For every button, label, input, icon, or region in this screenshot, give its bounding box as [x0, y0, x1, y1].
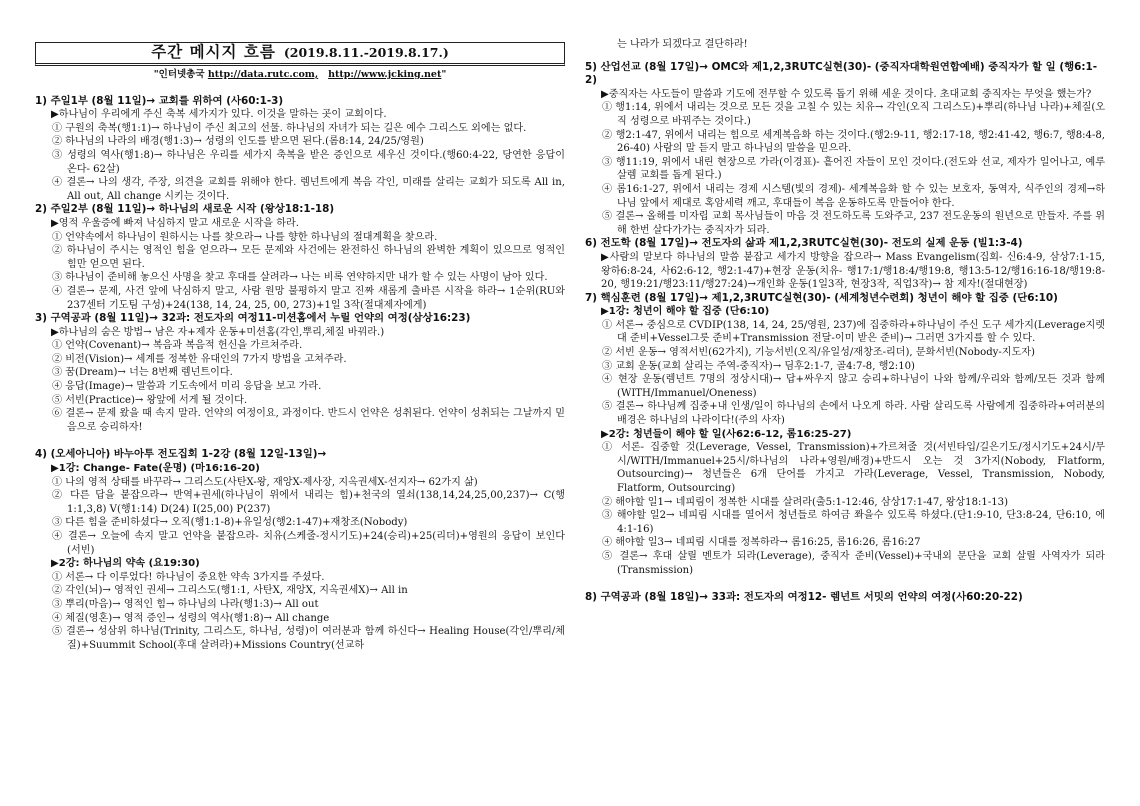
section-4-item: ④ 결론→ 오늘에 속지 말고 언약을 붙잡으라- 치유(스케줄-정시기도)+24(승리)+25(리더)+영원의 응답이 보인다(서빈)	[52, 531, 565, 556]
section-1-item: ③ 성령의 역사(행1:8)→ 하나님은 우리를 세가지 축복을 받은 증인으로 세우신 것이다.(행60:4-22, 당연한 응답이 온다- 62살)	[52, 149, 565, 175]
site-label: "인터넷총국	[153, 69, 205, 80]
section-4-item: ③ 다른 힘을 준비하셨다→ 오직(행1:1-8)+유일성(행2:1-47)+재창조(Nobody)	[52, 517, 408, 529]
section-3-item: ③ 꿈(Dream)→ 너는 8번째 렘넌트이다.	[52, 367, 233, 379]
title-date: (2019.8.11.-2019.8.17.)	[283, 45, 449, 61]
section-5-item: ③ 행11:19, 위에서 내린 현장으로 가라(이경표)- 흩어진 자들이 모인 것이다.(전도와 선교, 제자가 일어나고, 예루살렘 교회를 돕게 된다.)	[602, 156, 1105, 182]
section-2-heading: 2) 주일2부 (8월 11일)→ 하나님의 새로운 시작 (왕상18:1-18)	[35, 203, 335, 216]
section-7-item: ③ 해야할 일2→ 네피림 시대를 열어서 청년들로 하여금 쫘을수 있도록 하셨다.(단1:9-10, 단3:8-24, 단6:10, 에4:1-16)	[602, 510, 1105, 535]
section-6-text: ▶사람의 말보다 하나님의 말씀 붙잡고 세가지 방향을 잡으라→ Mass Evangelism(집회- 신6:4-9, 삼상7:1-15, 왕하6:8-24, 사62:6-12, 행2:1-47)+현장 운동(치유- 행17:1/행18:4/행19:8, 행13:5-12/행16:16-18/행19:8-20, 행19:21/행23:11/행27:24)→개인화 운동(1일3작, 현장3작, 직업3작)→ 참 제자!(절대현장)	[601, 251, 1105, 291]
site-link-jcking[interactable]: http://www.jcking.net	[328, 69, 442, 80]
section-1-intro: ▶하나님이 우리에게 주신 축복 세가지가 있다. 이것을 말하는 곳이 교회이다.	[51, 109, 387, 121]
section-8-heading: 8) 구역공과 (8월 18일)→ 33과: 전도자의 여정12- 렘넌트 서밋의 언약의 여정(사60:20-22)	[585, 591, 1023, 604]
section-7-item: ② 해야할 일1→ 네피림이 정복한 시대를 살려라(출5:1-12:46, 삼상17:1-47, 왕상18:1-13)	[602, 496, 1009, 508]
section-3-item: ② 비전(Vision)→ 세계를 정복한 유대인의 7가지 방법을 고쳐주라.	[52, 353, 347, 365]
site-link-data[interactable]: http://data.rutc.com,	[207, 69, 319, 80]
section-1-heading: 1) 주일1부 (8월 11일)→ 교회를 위하여 (사60:1-3)	[35, 94, 284, 107]
section-7-item: ④ 해야할 일3→ 네피림 시대를 정복하라→ 롬16:25, 롬16:26, 롬16:27	[602, 537, 921, 549]
section-3-item: ① 언약(Covenant)→ 복음과 복음적 헌신을 가르쳐주라.	[52, 340, 303, 352]
section-2-item: ② 하나님이 주시는 영적인 힘을 얻으라→ 모든 문제와 사건에는 완전하신 하나님의 완벽한 계획이 있으므로 영적인 힘만 얻으면 된다.	[52, 245, 565, 270]
left-column	[35, 0, 565, 652]
section-3-item: ⑥ 결론→ 문제 왔을 때 속지 말라. 언약의 여정이요, 과정이다. 반드시 언약은 성취된다. 언약이 성취되는 그날까지 믿음으로 승리하자!	[52, 408, 565, 433]
section-4-heading: 4) (오세아니아) 바누아투 전도집회 1-2강 (8월 12일-13일)→	[35, 448, 327, 461]
section-4-sub-1: ▶1강: Change- Fate(운명) (마16:16-20)	[51, 463, 260, 475]
section-4-item: ① 서론→ 다 이루었다! 하나님이 중요한 약속 3가지를 주셨다.	[52, 571, 325, 583]
section-1-item: ① 구원의 축복(행1:1)→ 하나님이 주신 최고의 선물. 하나님의 자녀가 되는 길은 예수 그리스도 외에는 없다.	[52, 122, 527, 134]
section-3-item: ⑤ 서빈(Practice)→ 왕앞에 서게 될 것이다.	[52, 394, 248, 406]
section-2-intro: ▶영적 우울증에 빠져 낙심하지 말고 새로운 시작을 하라.	[51, 217, 299, 229]
section-3-item: ④ 응답(Image)→ 말씀과 기도속에서 미리 응답을 보고 가라.	[52, 381, 322, 393]
section-2-item: ① 언약속에서 하나님이 원하시는 나를 찾으라→ 나를 향한 하나님의 절대계획을 찾으라.	[52, 231, 438, 243]
section-7-item: ④ 현장 운동(렘넌트 7명의 정상시대)→ 답+싸우지 않고 승리+하나님이 나와 함께/우리와 함께/모든 것과 함께(WITH/Immanuel/Oneness)	[602, 374, 1105, 399]
section-7-heading: 7) 핵심훈련 (8월 17일)→ 제1,2,3RUTC실현(30)- (세계청년수련회) 청년이 해야 할 집중 (단6:10)	[585, 291, 1058, 304]
section-4-item: ① 나의 영적 상태를 바꾸라→ 그리스도(사탄X-왕, 재앙X-제사장, 지옥권세X-선지자→ 62가지 삶)	[52, 476, 478, 488]
site-end: "	[441, 69, 447, 80]
section-3-intro: ▶하나님의 숨은 방법→ 남은 자+제자 운동+미션홈(각인,뿌리,체질 바꿔라.)	[51, 326, 385, 338]
section-4-item: ④ 체질(영혼)→ 영적 증인→ 성령의 역사(행1:8)→ All change	[52, 612, 330, 624]
section-7-item: ① 서론- 집중할 것(Leverage, Vessel, Transmission)+가르쳐줄 것(서빈타입/길은기도/정시기도+24시/무시/WITH/Immanuel+25시/하나님의 나라+영원/배경)+반드시 오는 것 3가지(Nobody, Flatform, Outsourcing)→ 청년들은 6개 단어를 가지고 가라(Leverage, Vessel, Transmission, Nobody, Flatform, Outsourcing)	[602, 442, 1105, 494]
site-links	[35, 68, 565, 82]
section-3-heading: 3) 구역공과 (8월 11일)→ 32과: 전도자의 여정11-미션홈에서 누릴 언약의 여정(삼상16:23)	[35, 312, 471, 325]
section-4-item: ⑤ 결론→ 성삼위 하나님(Trinity, 그리스도, 하나님, 성령)이 여러분과 함께 하신다→ Healing House(각인/뿌리/체질)+Suummit School(후대 살려라)+Missions Country(선교하	[52, 626, 565, 651]
title-box	[35, 42, 565, 66]
section-5-item: ① 행1:14, 위에서 내리는 것으로 모든 것을 고칠 수 있는 치유→ 각인(오직 그리스도)+뿌리(하나님 나라)+체질(오직 성령으로 바꿔주는 것이다.)	[602, 102, 1106, 127]
section-7-sub-1: ▶1강: 청년이 해야 할 집중 (단6:10)	[601, 306, 770, 318]
continued-text: 는 나라가 되겠다고 결단하라!	[617, 39, 748, 50]
section-7-item: ① 서론→ 중심으로 CVDIP(138, 14, 24, 25/영원, 237)에 집중하라+하나님이 주신 도구 세가지(Leverage지렛대 준비+Vessel그릇 준비+Transmission 전달-이미 받은 준비)→ 그러면 3가지를 할 수 있다.	[602, 319, 1105, 345]
section-5-intro: ▶중직자는 사도들이 말씀과 기도에 전무할 수 있도록 돕기 위해 세운 것이다. 초대교회 중직자는 무엇을 했는가?	[601, 88, 1092, 100]
section-5-item: ⑤ 결론→ 올해를 미자립 교회 목사님들이 마음 것 전도하도록 도와주고, 237 전도운동의 원년으로 만들자. 주를 위해 한번 살다가가는 중직자가 되라.	[602, 211, 1105, 236]
section-5-item: ④ 롬16:1-27, 위에서 내리는 경제 시스템(빛의 경제)- 세계복음화 할 수 있는 보호자, 동역자, 식주인의 경제→하나님 앞에서 제대로 혹암세력 깨고, 후대들이 복음 운동하도록 만들어야 한다.	[602, 183, 1105, 209]
section-7-item: ② 서빈 운동→ 영적서빈(62가지), 기능서빈(오직/유일성/재창조-리더), 문화서빈(Nobody-지도자)	[602, 347, 1035, 359]
section-4-item: ② 다른 답을 붙잡으라→ 반역+권세(하나님이 위에서 내리는 힘)+천국의 열쇠(138,14,24,25,00,237)→ C(행1:1,3,8) V(행1:14) D(24) I(25,00) P(237)	[52, 490, 565, 515]
section-7-item: ⑤ 결론→ 후대 살릴 멘토가 되라(Leverage), 중직자 준비(Vessel)+국내외 문단을 교회 살릴 사역자가 되라(Transmission)	[602, 550, 1105, 576]
section-1-item: ④ 결론→ 나의 생각, 주장, 의견을 교회를 위해야 한다. 렘넌트에게 복음 각인, 미래를 살리는 교회가 되도록 All in, All out, All change 시키는 것이다.	[52, 177, 565, 202]
section-7-sub-2: ▶2강: 청년들이 해야 할 일(사62:6-12, 롬16:25-27)	[601, 428, 852, 440]
section-1-item: ② 하나님의 나라의 배경(행1:3)→ 성령의 인도를 받으면 된다.(롬8:14, 24/25/영원)	[52, 136, 424, 148]
page-title: 주간 메시지 흐름	[151, 43, 276, 62]
section-4-item: ② 각인(뇌)→ 영적인 권세→ 그리스도(행1:1, 사탄X, 재앙X, 지옥권세X)→ All in	[52, 585, 408, 597]
section-6-heading: 6) 전도학 (8월 17일)→ 전도자의 삶과 제1,2,3RUTC실현(30)- 전도의 실제 운동 (빌1:3-4)	[585, 237, 1023, 250]
section-5-item: ② 행2:1-47, 위에서 내리는 힘으로 세계복음화 하는 것이다.(행2:9-11, 행2:17-18, 행2:41-42, 행6:7, 행8:4-8, 26-40) 사람의 말 듣지 말고 하나님의 말씀을 믿으라.	[602, 129, 1105, 155]
section-4-item: ③ 뿌리(마음)→ 영적인 힘→ 하나님의 나라(행1:3)→ All out	[52, 598, 319, 610]
section-2-item: ④ 결론→ 문제, 사건 앞에 낙심하지 말고, 사람 원망 불평하지 말고 진짜 새롭게 출바른 시작을 하라→ 1순위(RU와 237센터 기도팀 구성)+24(138, 14, 24, 25, 00, 273)+1일 3작(절대제자에게)	[52, 285, 565, 311]
right-column	[585, 0, 1105, 605]
section-5-heading: 5) 산업선교 (8월 17일)→ OMC와 제1,2,3RUTC실현(30)- (중직자대학원연합예배) 중직자가 할 일 (행6:1-2)	[585, 60, 1098, 87]
section-7-item: ⑤ 결론→ 하나님께 집중+내 인생/일이 하나님의 손에서 나오게 하라. 사람 살리도록 사람에게 집중하라+여러분의 배경은 하나님의 나라이다!(주의 사자)	[602, 401, 1105, 427]
section-4-sub-2: ▶2강: 하나님의 약속 (요19:30)	[51, 558, 200, 570]
section-2-item: ③ 하나님이 준비해 놓으신 사명을 찾고 후대를 살려라→ 나는 비록 연약하지만 내가 할 수 있는 사명이 남아 있다.	[52, 272, 548, 284]
section-7-item: ③ 교회 운동(교회 살리는 주역-중직자)→ 딤후2:1-7, 골4:7-8, 행2:10)	[602, 360, 915, 372]
